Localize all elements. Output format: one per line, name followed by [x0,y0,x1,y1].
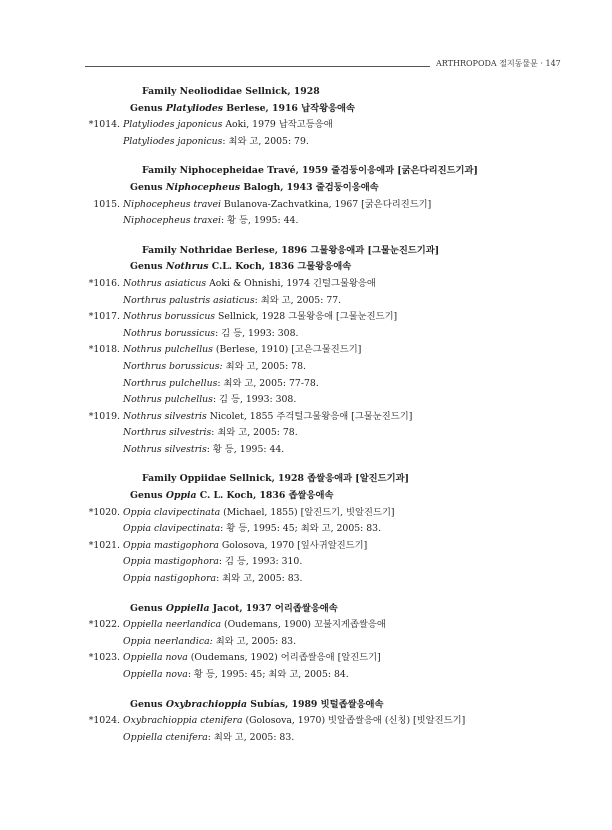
synonym-name: Oppia nastigophora [123,573,217,585]
synonym-text [123,521,381,538]
synonym-citation: : 최와 고, 2005: 79. [222,135,309,147]
genus-name: Oxybrachioppia [165,698,248,710]
synonym-citation: : 황 등, 1995: 45; 최와 고, 2005: 84. [187,669,349,680]
synonym-name: Oppiella ctenifera [123,731,208,743]
genus-heading [82,601,572,618]
synonym-name: Oppiella nova [123,669,188,680]
synonym-entry [82,134,572,151]
synonym-text [123,442,284,459]
genus-prefix: Genus [130,698,166,710]
genus-authority: Subías, 1989 빗털좁쌀응애속 [247,698,384,710]
header-rule [85,66,430,67]
species-number: *1014. [88,119,120,131]
synonym-entry [82,376,572,393]
species-entry [82,276,572,293]
genus-authority: Jacot, 1937 어리좁쌀응애속 [209,602,338,614]
species-entry [82,617,572,634]
species-text [123,309,397,326]
species-entry [82,409,572,426]
species-number: *1020. [88,506,120,518]
genus-heading [82,259,572,276]
synonym-name: Northrus pulchellus [123,377,218,389]
genus-prefix: Genus [130,102,166,114]
genus-heading [82,101,572,118]
species-entry [82,505,572,522]
species-text [123,409,412,426]
species-text [123,505,395,522]
synonym-citation: : 김 등, 1993: 308. [215,327,299,339]
synonym-text [123,392,296,409]
species-number: *1024. [88,715,120,727]
species-text [123,713,465,730]
genus-authority: C. L. Koch, 1836 좁쌀응애속 [196,490,334,502]
synonym-text [123,326,298,343]
species-entry [82,538,572,555]
species-number: *1016. [88,277,120,289]
genus-name: Nothrus [165,261,209,273]
synonym-text [123,571,303,588]
genus-heading [82,697,572,714]
genus-name: Platyliodes [165,102,224,114]
species-authority: Golosova, 1970 [잎사귀알진드기] [218,539,368,551]
species-text [123,276,376,293]
synonym-entry [82,730,572,747]
genus-name: Oppia [165,490,197,502]
species-authority: (Oudemans, 1902) 어리좁쌀응애 [알진드기] [187,652,381,664]
species-name: Oxybrachioppia ctenifera [123,715,243,727]
genus-authority: Berlese, 1916 납작왕응애속 [223,102,356,114]
genus-name: Niphocepheus [165,181,241,193]
species-text [123,117,333,134]
genus-prefix: Genus [130,181,166,193]
species-number: *1023. [88,652,120,664]
species-entry [82,650,572,667]
species-number: *1017. [88,311,120,323]
species-number: *1021. [88,539,120,551]
family-heading: Family Nothridae Berlese, 1896 그물왕응애과 [그물눈진드기과] [142,244,440,256]
synonym-entry [82,521,572,538]
synonym-text [123,376,319,393]
species-number: *1022. [88,619,120,631]
synonym-citation: : 황 등, 1995: 44. [206,443,285,455]
species-name: Oppia mastigophora [123,539,219,551]
synonym-name: Northrus silvestris [123,427,212,439]
synonym-text [123,667,349,684]
genus-authority: Balogh, 1943 줄검둥이응애속 [240,181,379,193]
species-number: *1019. [88,410,120,422]
genus-heading [82,488,572,505]
synonym-citation: : 최와 고, 2005: 77-78. [217,377,319,389]
synonym-citation: 최와 고, 2005: 83. [212,635,297,647]
synonym-citation: : 최와 고, 2005: 83. [207,731,295,743]
species-authority: Nicolet, 1855 주걱털그물왕응애 [그물눈진드기] [206,410,413,422]
species-name: Nothrus asiaticus [123,277,207,289]
synonym-citation: : 황 등, 1995: 44. [220,215,299,227]
family-heading: Family Neoliodidae Sellnick, 1928 [142,86,320,97]
species-number: *1018. [88,344,120,356]
species-name: Oppiella neerlandica [123,619,222,631]
synonym-entry [82,554,572,571]
species-authority: (Oudemans, 1900) 꼬불지게좁쌀응애 [221,619,386,631]
genus-prefix: Genus [130,261,166,273]
species-entry [82,197,572,214]
species-text [123,650,381,667]
taxonomic-list [82,84,572,746]
synonym-name: Oppia mastigophora [123,556,219,568]
section-gap [82,684,572,697]
synonym-citation: : 최와 고, 2005: 83. [216,573,303,585]
species-text [123,197,431,214]
section-gap [82,588,572,601]
synonym-entry [82,667,572,684]
species-name: Niphocepheus travei [123,198,221,210]
synonym-citation: : 김 등, 1993: 308. [212,394,297,406]
synonym-text [123,554,302,571]
genus-authority: C.L. Koch, 1836 그물왕응애속 [208,261,352,273]
synonym-entry [82,213,572,230]
synonym-text [123,634,296,651]
species-authority: (Golosova, 1970) 빗알좁쌀응애 (신칭) [빗알진드기] [242,715,466,727]
species-name: Nothrus borussicus [123,311,216,323]
synonym-text [123,425,298,442]
synonym-entry [82,571,572,588]
family-heading: Family Niphocepheidae Travé, 1959 줄검둥이응애과 [굵은다리진드기과] [142,165,478,177]
synonym-text [123,730,294,747]
species-authority: Bulanova-Zachvatkina, 1967 [굵은다리진드기] [220,198,432,210]
synonym-entry [82,359,572,376]
section-gap [82,230,572,243]
section-gap [82,150,572,163]
species-text [123,342,361,359]
synonym-text [123,134,309,151]
synonym-citation: : 최와 고, 2005: 77. [254,294,342,306]
synonym-name: Oppia neerlandica: [123,635,213,647]
species-authority: Sellnick, 1928 그물왕응애 [그물눈진드기] [215,311,398,323]
synonym-name: Platyliodes japonicus [123,135,223,147]
synonym-name: Nothrus silvestris [123,443,207,455]
synonym-citation: : 황 등, 1995: 45; 최와 고, 2005: 83. [220,523,382,535]
species-authority: (Michael, 1855) [알진드기, 빗알진드기] [220,506,395,518]
genus-heading [82,180,572,197]
genus-prefix: Genus [130,602,166,614]
synonym-entry [82,442,572,459]
species-entry [82,713,572,730]
synonym-text [123,359,306,376]
synonym-citation: : 최와 고, 2005: 78. [211,427,298,439]
species-entry [82,309,572,326]
synonym-name: Oppia clavipectinata [123,523,221,535]
synonym-name: Northrus palustris asiaticus [123,294,255,306]
species-authority: Aoki & Ohnishi, 1974 긴털그물왕응애 [206,277,376,289]
genus-prefix: Genus [130,490,166,502]
synonym-name: Nothrus borussicus [123,327,216,339]
synonym-citation: : 김 등, 1993: 310. [218,556,303,568]
species-entry [82,342,572,359]
species-text [123,538,367,555]
species-text [123,617,386,634]
species-number: 1015. [93,198,120,210]
synonym-text [123,213,298,230]
synonym-text [123,293,341,310]
running-header: ARTHROPODA 절지동물문 · 147 [436,59,561,68]
synonym-entry [82,326,572,343]
genus-name: Oppiella [165,602,210,614]
section-gap [82,458,572,471]
synonym-name: Northrus borussicus: [123,360,223,372]
species-name: Platyliodes japonicus [123,119,223,131]
species-entry [82,117,572,134]
species-name: Oppia clavipectinata [123,506,221,518]
synonym-entry [82,392,572,409]
species-name: Oppiella nova [123,652,188,664]
family-heading: Family Oppiidae Sellnick, 1928 좁쌀응애과 [알진드기과] [142,473,410,485]
synonym-entry [82,293,572,310]
species-name: Nothrus pulchellus [123,344,213,356]
synonym-citation: 최와 고, 2005: 78. [222,360,306,372]
synonym-name: Nothrus pulchellus [123,394,213,406]
synonym-entry [82,634,572,651]
synonym-entry [82,425,572,442]
species-authority: Aoki, 1979 납작고등응애 [222,119,333,131]
synonym-name: Niphocepheus traxei [123,215,221,227]
species-authority: (Berlese, 1910) [고은그물진드기] [212,344,362,356]
species-name: Nothrus silvestris [123,410,207,422]
